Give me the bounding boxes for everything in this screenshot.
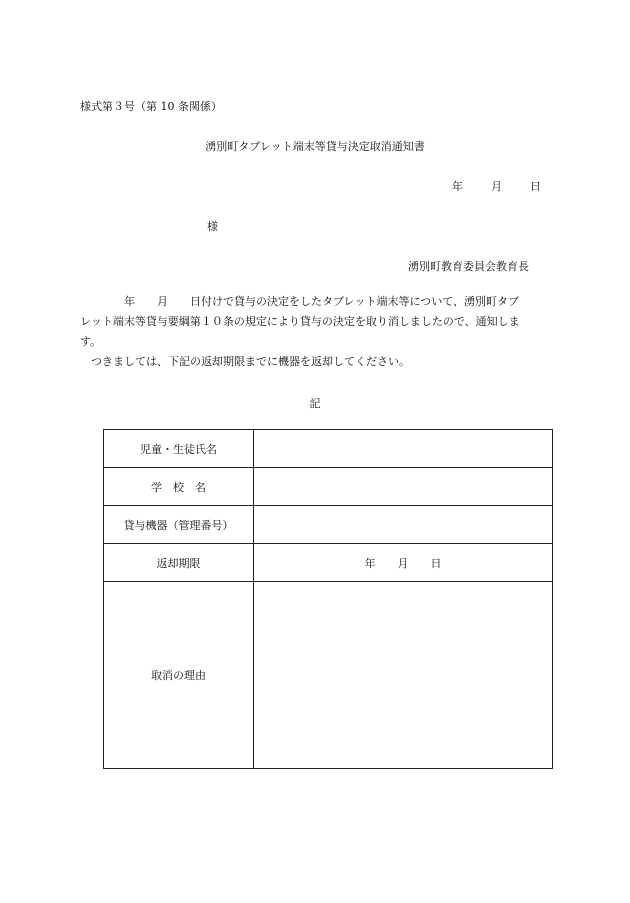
form-number: 様式第３号（第 10 条関係）	[80, 100, 222, 113]
date-year-label: 年	[452, 180, 463, 193]
student-name-field[interactable]	[254, 430, 553, 468]
notice-body	[80, 292, 550, 372]
table-row	[104, 430, 553, 468]
issuer-name: 湧別町教育委員会教育長	[408, 260, 529, 273]
reason-field[interactable]	[254, 582, 553, 769]
return-deadline-label: 返却期限	[104, 544, 254, 582]
student-name-label: 児童・生徒氏名	[104, 430, 254, 468]
body-instruction: つきましては、下記の返却期限までに機器を返却してください。	[91, 355, 410, 368]
body-line-3: す。	[80, 335, 102, 348]
details-table	[103, 429, 553, 769]
table-row	[104, 468, 553, 506]
ki-heading: 記	[309, 397, 321, 410]
school-name-field[interactable]	[254, 468, 553, 506]
table-row	[104, 544, 553, 582]
device-field[interactable]	[254, 506, 553, 544]
body-line-2: レット端末等貸与要綱第１０条の規定により貸与の決定を取り消しましたので、通知しま	[80, 315, 520, 328]
date-day-label: 日	[530, 180, 541, 193]
return-deadline-field[interactable]: 年 月 日	[254, 544, 553, 582]
table-row	[104, 506, 553, 544]
reason-label: 取消の理由	[104, 582, 254, 769]
document-title: 湧別町タブレット端末等貸与決定取消通知書	[205, 140, 425, 153]
body-line-1: 年 月 日付けで貸与の決定をしたタブレット端末等について、湧別町タブ	[124, 295, 520, 308]
device-label: 貸与機器（管理番号）	[104, 506, 254, 544]
recipient-suffix: 様	[207, 220, 218, 233]
issue-date	[452, 178, 541, 194]
school-name-label: 学校名	[104, 468, 254, 506]
table-row	[104, 582, 553, 769]
date-month-label: 月	[491, 180, 502, 193]
